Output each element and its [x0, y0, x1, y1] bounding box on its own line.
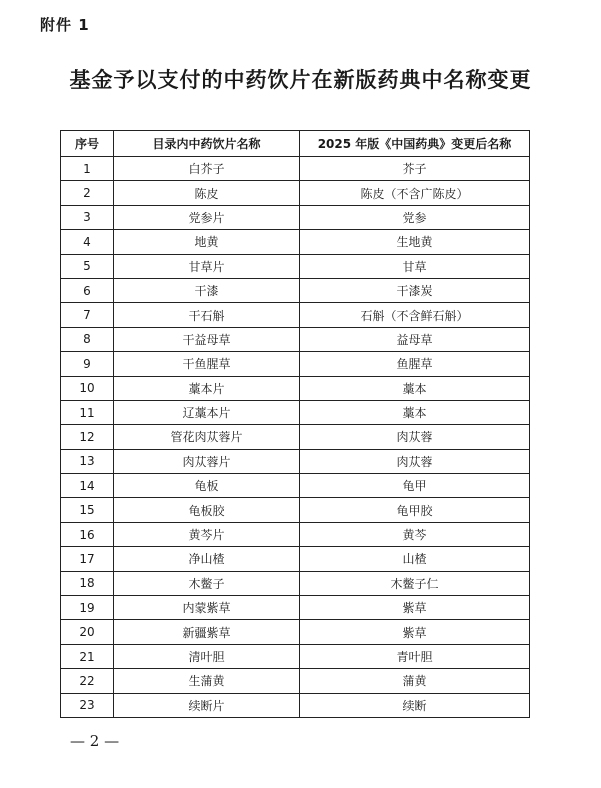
- table-header-row: [61, 131, 530, 157]
- table-row: [61, 425, 530, 449]
- row-catalog-name: 干石斛: [114, 303, 300, 327]
- row-new-name: 甘草: [300, 254, 530, 278]
- table-row: [61, 327, 530, 351]
- row-catalog-name: 陈皮: [114, 181, 300, 205]
- table-row: [61, 571, 530, 595]
- table-row: [61, 352, 530, 376]
- row-catalog-name: 干鱼腥草: [114, 352, 300, 376]
- table-row: [61, 498, 530, 522]
- row-index: 13: [61, 449, 114, 473]
- row-new-name: 益母草: [300, 327, 530, 351]
- row-index: 7: [61, 303, 114, 327]
- row-index: 22: [61, 669, 114, 693]
- document-title: 基金予以支付的中药饮片在新版药典中名称变更: [69, 68, 532, 92]
- row-catalog-name: 龟板: [114, 474, 300, 498]
- row-index: 3: [61, 205, 114, 229]
- row-new-name: 党参: [300, 205, 530, 229]
- row-index: 4: [61, 230, 114, 254]
- row-catalog-name: 党参片: [114, 205, 300, 229]
- row-new-name: 龟甲胶: [300, 498, 530, 522]
- row-index: 15: [61, 498, 114, 522]
- row-index: 23: [61, 693, 114, 717]
- row-index: 14: [61, 474, 114, 498]
- row-catalog-name: 甘草片: [114, 254, 300, 278]
- row-catalog-name: 白芥子: [114, 157, 300, 181]
- table-row: [61, 596, 530, 620]
- header-catalog-name: 目录内中药饮片名称: [114, 131, 300, 157]
- row-new-name: 芥子: [300, 157, 530, 181]
- table-row: [61, 400, 530, 424]
- row-catalog-name: 龟板胶: [114, 498, 300, 522]
- row-catalog-name: 生蒲黄: [114, 669, 300, 693]
- row-new-name: 生地黄: [300, 230, 530, 254]
- row-new-name: 紫草: [300, 620, 530, 644]
- header-index: 序号: [61, 131, 114, 157]
- table-row: [61, 474, 530, 498]
- row-catalog-name: 黄芩片: [114, 522, 300, 546]
- row-new-name: 鱼腥草: [300, 352, 530, 376]
- row-new-name: 肉苁蓉: [300, 425, 530, 449]
- table-row: [61, 449, 530, 473]
- row-new-name: 藁本: [300, 400, 530, 424]
- row-index: 12: [61, 425, 114, 449]
- table-row: [61, 376, 530, 400]
- row-new-name: 紫草: [300, 596, 530, 620]
- row-catalog-name: 续断片: [114, 693, 300, 717]
- row-index: 10: [61, 376, 114, 400]
- row-catalog-name: 净山楂: [114, 547, 300, 571]
- row-index: 17: [61, 547, 114, 571]
- row-new-name: 陈皮（不含广陈皮）: [300, 181, 530, 205]
- table-row: [61, 205, 530, 229]
- row-catalog-name: 肉苁蓉片: [114, 449, 300, 473]
- name-change-table: [60, 130, 530, 718]
- row-index: 5: [61, 254, 114, 278]
- table-row: [61, 522, 530, 546]
- table-row: [61, 181, 530, 205]
- row-catalog-name: 辽藁本片: [114, 400, 300, 424]
- row-index: 11: [61, 400, 114, 424]
- row-catalog-name: 干益母草: [114, 327, 300, 351]
- table-row: [61, 620, 530, 644]
- attachment-label: 附件 1: [40, 16, 90, 34]
- row-catalog-name: 清叶胆: [114, 644, 300, 668]
- row-index: 20: [61, 620, 114, 644]
- row-catalog-name: 地黄: [114, 230, 300, 254]
- row-index: 19: [61, 596, 114, 620]
- row-index: 1: [61, 157, 114, 181]
- table-row: [61, 693, 530, 717]
- row-new-name: 干漆炭: [300, 278, 530, 302]
- table-row: [61, 669, 530, 693]
- row-index: 8: [61, 327, 114, 351]
- row-catalog-name: 管花肉苁蓉片: [114, 425, 300, 449]
- row-index: 18: [61, 571, 114, 595]
- table-row: [61, 644, 530, 668]
- row-new-name: 肉苁蓉: [300, 449, 530, 473]
- row-catalog-name: 内蒙紫草: [114, 596, 300, 620]
- row-catalog-name: 木鳖子: [114, 571, 300, 595]
- row-new-name: 蒲黄: [300, 669, 530, 693]
- row-index: 2: [61, 181, 114, 205]
- header-new-name: 2025 年版《中国药典》变更后名称: [300, 131, 530, 157]
- row-new-name: 木鳖子仁: [300, 571, 530, 595]
- row-catalog-name: 干漆: [114, 278, 300, 302]
- table-row: [61, 278, 530, 302]
- row-index: 21: [61, 644, 114, 668]
- row-new-name: 石斛（不含鲜石斛）: [300, 303, 530, 327]
- row-new-name: 黄芩: [300, 522, 530, 546]
- table-row: [61, 303, 530, 327]
- row-index: 9: [61, 352, 114, 376]
- row-new-name: 龟甲: [300, 474, 530, 498]
- row-catalog-name: 藁本片: [114, 376, 300, 400]
- row-new-name: 山楂: [300, 547, 530, 571]
- table-row: [61, 254, 530, 278]
- table-row: [61, 547, 530, 571]
- row-index: 16: [61, 522, 114, 546]
- row-catalog-name: 新疆紫草: [114, 620, 300, 644]
- row-new-name: 藁本: [300, 376, 530, 400]
- table-row: [61, 157, 530, 181]
- table-row: [61, 230, 530, 254]
- row-index: 6: [61, 278, 114, 302]
- row-new-name: 青叶胆: [300, 644, 530, 668]
- page-number: — 2 —: [70, 732, 120, 750]
- row-new-name: 续断: [300, 693, 530, 717]
